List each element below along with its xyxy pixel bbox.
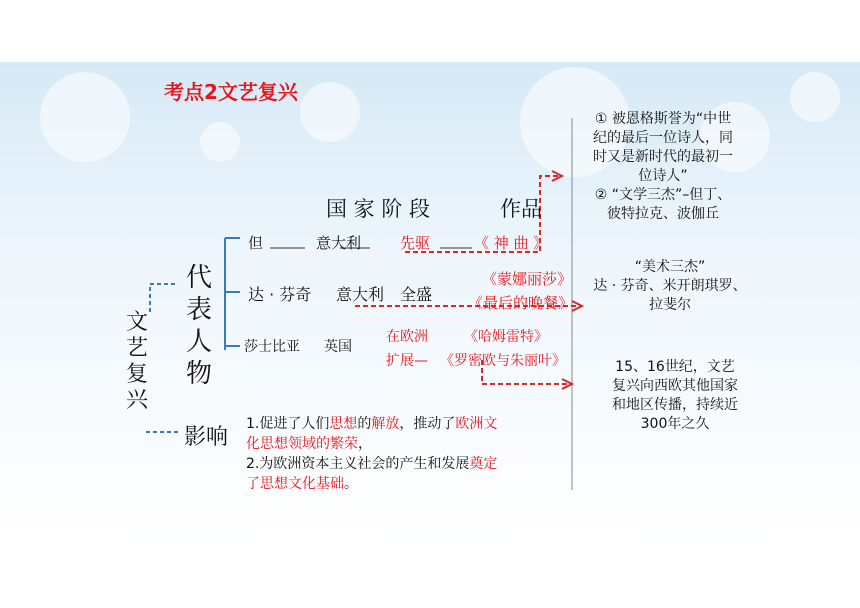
note-spread-line-4: 300年之久 bbox=[640, 416, 710, 432]
dante-country: 意大利 bbox=[316, 234, 362, 252]
impact-line-4: 了思想文化基础。 bbox=[246, 476, 358, 492]
branch-representatives: 代表人物 bbox=[186, 263, 213, 389]
shakespeare-stage-1: 在欧洲 bbox=[386, 329, 428, 345]
shakespeare-work-2: 《罗密欧与朱丽叶》 bbox=[440, 353, 566, 369]
note-art-line-3: 拉斐尔 bbox=[649, 297, 691, 313]
davinci-stage: 全盛 bbox=[400, 285, 433, 304]
shakespeare-work-1: 《哈姆雷特》 bbox=[464, 329, 548, 345]
note-dante-line-6: 彼特拉克、波伽丘 bbox=[607, 206, 719, 222]
dante-name: 但 bbox=[248, 234, 264, 252]
note-spread-line-1: 15、16世纪，文艺 bbox=[615, 359, 735, 375]
shakespeare-stage-2: 扩展— bbox=[386, 353, 428, 369]
note-art-line-1: “美术三杰” bbox=[634, 259, 706, 275]
page-title: 考点2文艺复兴 bbox=[164, 80, 298, 104]
shakespeare-name: 莎士比亚 bbox=[244, 339, 300, 355]
note-spread-line-3: 和地区传播，持续近 bbox=[612, 397, 738, 413]
impact-line-1: 1.促进了人们思想的解放，推动了欧洲文 bbox=[246, 416, 498, 432]
branch-impact: 影响 bbox=[184, 425, 229, 450]
impact-line-2: 化思想领域的繁荣， bbox=[246, 436, 372, 452]
dante-stage: 先驱 bbox=[400, 234, 431, 252]
note-dante-line-4: 位诗人” bbox=[638, 168, 688, 184]
note-spread-line-2: 复兴向西欧其他国家 bbox=[612, 378, 738, 394]
note-dante-line-2: 纪的最后一位诗人，同 bbox=[593, 130, 733, 146]
note-spread bbox=[590, 358, 760, 434]
header-country-stage: 国 家 阶 段 bbox=[326, 197, 431, 221]
davinci-work-2: 《最后的晚餐》 bbox=[468, 294, 574, 312]
dante-work: 《 神 曲 》 bbox=[474, 234, 549, 252]
impact-text bbox=[246, 414, 497, 494]
root-node: 文艺复兴 bbox=[126, 310, 149, 413]
note-dante-line-1: ① 被恩格斯誉为“中世 bbox=[594, 111, 732, 127]
davinci-name: 达 · 芬奇 bbox=[248, 285, 312, 304]
note-dante bbox=[578, 110, 748, 224]
davinci-country: 意大利 bbox=[336, 285, 385, 304]
note-dante-line-5: ② “文学三杰”–但丁、 bbox=[594, 187, 732, 203]
davinci-work-1: 《蒙娜丽莎》 bbox=[482, 270, 573, 288]
note-art-line-2: 达 · 芬奇、米开朗琪罗、 bbox=[593, 278, 747, 294]
note-dante-line-3: 时又是新时代的最初一 bbox=[593, 149, 733, 165]
note-art-masters bbox=[580, 258, 760, 315]
impact-line-3: 2.为欧洲资本主义社会的产生和发展奠定 bbox=[246, 456, 498, 472]
header-works: 作品 bbox=[500, 197, 542, 221]
shakespeare-country: 英国 bbox=[324, 339, 352, 355]
